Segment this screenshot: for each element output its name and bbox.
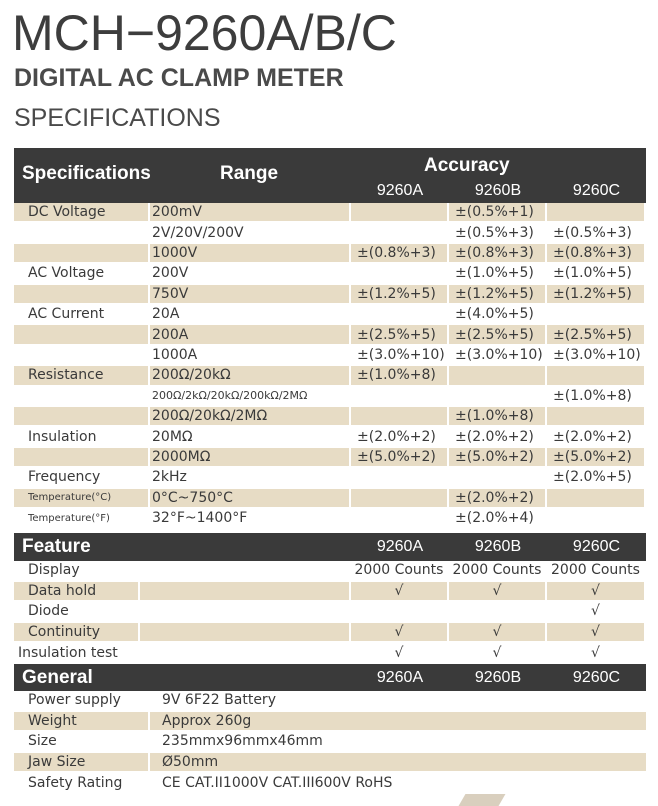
- range-cell: 1000A: [150, 346, 351, 366]
- general-value-cell: Ø50mm: [150, 753, 646, 774]
- general-row: [14, 712, 646, 733]
- general-table-header: [14, 664, 646, 691]
- accuracy-a-cell: ±(2.0%+2): [351, 427, 449, 447]
- accuracy-c-cell: ±(5.0%+2): [547, 448, 644, 468]
- accuracy-b-cell: ±(1.2%+5): [449, 285, 547, 305]
- spec-column-header: Specifications: [22, 163, 151, 184]
- feature-b-cell: 2000 Counts: [449, 561, 547, 582]
- accuracy-a-cell: ±(5.0%+2): [351, 448, 449, 468]
- accuracy-b-cell: ±(0.8%+3): [449, 244, 547, 264]
- feature-row: [14, 561, 646, 582]
- accuracy-b-cell: ±(1.0%+8): [449, 407, 547, 427]
- feature-model-b-header: 9260B: [474, 538, 522, 555]
- feature-name-cell: Data hold: [14, 582, 140, 603]
- accuracy-c-cell: ±(2.5%+5): [547, 325, 644, 345]
- accuracy-b-cell: ±(2.0%+2): [449, 489, 547, 509]
- range-cell: 200V: [150, 264, 351, 284]
- accuracy-b-cell: ±(3.0%+10): [449, 346, 547, 366]
- feature-table-header: [14, 533, 646, 561]
- range-column-header: Range: [220, 163, 279, 184]
- spec-name-cell: [14, 244, 150, 264]
- spec-name-cell: AC Current: [14, 305, 150, 325]
- general-row: [14, 732, 646, 753]
- general-name-cell: Size: [14, 732, 150, 753]
- feature-blank-cell: [140, 643, 351, 664]
- feature-blank-cell: [140, 582, 351, 603]
- accuracy-c-cell: [547, 489, 644, 509]
- accuracy-c-cell: ±(1.0%+5): [547, 264, 644, 284]
- general-value-cell: 9V 6F22 Battery: [150, 691, 646, 712]
- feature-name-cell: Insulation test: [14, 643, 140, 664]
- range-cell: 200mV: [150, 203, 351, 223]
- feature-row: [14, 582, 646, 603]
- accuracy-b-cell: ±(2.5%+5): [449, 325, 547, 345]
- accuracy-a-cell: [351, 264, 449, 284]
- accuracy-a-cell: ±(0.8%+3): [351, 244, 449, 264]
- general-name-cell: Weight: [14, 712, 150, 733]
- general-name-cell: Safety Rating: [14, 773, 150, 794]
- accuracy-b-cell: ±(2.0%+4): [449, 509, 547, 529]
- accuracy-b-cell: ±(1.0%+5): [449, 264, 547, 284]
- feature-b-cell: √: [449, 643, 547, 664]
- feature-a-cell: 2000 Counts: [351, 561, 449, 582]
- accuracy-a-cell: ±(1.0%+8): [351, 366, 449, 386]
- general-value-cell: CE CAT.II1000V CAT.III600V RoHS: [150, 773, 646, 794]
- accuracy-a-cell: ±(1.2%+5): [351, 285, 449, 305]
- range-cell: 200A: [150, 325, 351, 345]
- accuracy-a-cell: ±(3.0%+10): [351, 346, 449, 366]
- accuracy-a-cell: ±(2.5%+5): [351, 325, 449, 345]
- general-value-cell: 235mmx96mmx46mm: [150, 732, 646, 753]
- accuracy-c-cell: [547, 366, 644, 386]
- accuracy-b-cell: ±(0.5%+1): [449, 203, 547, 223]
- accuracy-c-cell: ±(2.0%+2): [547, 427, 644, 447]
- spec-name-cell: [14, 448, 150, 468]
- accuracy-a-cell: [351, 489, 449, 509]
- feature-b-cell: √: [449, 623, 547, 644]
- accuracy-b-cell: ±(5.0%+2): [449, 448, 547, 468]
- feature-row: [14, 643, 646, 664]
- feature-blank-cell: [140, 623, 351, 644]
- spec-name-cell: Temperature(°F): [14, 509, 150, 529]
- accuracy-a-cell: [351, 305, 449, 325]
- spec-row: [14, 305, 646, 325]
- feature-name-cell: Continuity: [14, 623, 140, 644]
- spec-row: [14, 489, 646, 509]
- accuracy-c-cell: ±(1.2%+5): [547, 285, 644, 305]
- range-cell: 200Ω/2kΩ/20kΩ/200kΩ/2MΩ: [150, 387, 351, 407]
- accuracy-b-cell: ±(2.0%+2): [449, 427, 547, 447]
- accuracy-a-cell: [351, 223, 449, 243]
- spec-name-cell: [14, 285, 150, 305]
- range-cell: 2kHz: [150, 468, 351, 488]
- spec-name-cell: Resistance: [14, 366, 150, 386]
- spec-name-cell: [14, 407, 150, 427]
- spec-name-cell: [14, 346, 150, 366]
- feature-a-cell: [351, 602, 449, 623]
- accuracy-c-cell: [547, 203, 644, 223]
- range-cell: 20A: [150, 305, 351, 325]
- range-cell: 2000MΩ: [150, 448, 351, 468]
- feature-c-cell: √: [547, 602, 644, 623]
- accuracy-column-header: Accuracy: [424, 155, 510, 176]
- range-cell: 750V: [150, 285, 351, 305]
- decorative-corner: [459, 794, 506, 806]
- feature-a-cell: √: [351, 623, 449, 644]
- spec-row: [14, 407, 646, 427]
- spec-name-cell: [14, 325, 150, 345]
- general-name-cell: Power supply: [14, 691, 150, 712]
- spec-row: [14, 244, 646, 264]
- product-subtitle: DIGITAL AC CLAMP METER: [14, 64, 344, 92]
- spec-name-cell: AC Voltage: [14, 264, 150, 284]
- accuracy-b-cell: [449, 468, 547, 488]
- model-b-header: 9260B: [474, 182, 522, 199]
- model-c-header: 9260C: [572, 182, 621, 199]
- feature-title: Feature: [22, 536, 91, 557]
- accuracy-b-cell: ±(0.5%+3): [449, 223, 547, 243]
- general-model-a-header: 9260A: [376, 669, 424, 686]
- spec-name-cell: Temperature(°C): [14, 489, 150, 509]
- feature-row: [14, 602, 646, 623]
- feature-c-cell: 2000 Counts: [547, 561, 644, 582]
- spec-row: [14, 448, 646, 468]
- general-value-cell: Approx 260g: [150, 712, 646, 733]
- feature-c-cell: √: [547, 582, 644, 603]
- spec-name-cell: Frequency: [14, 468, 150, 488]
- spec-row: [14, 285, 646, 305]
- model-title: MCH−9260A/B/C: [12, 5, 397, 61]
- general-model-b-header: 9260B: [474, 669, 522, 686]
- range-cell: 32°F~1400°F: [150, 509, 351, 529]
- accuracy-c-cell: [547, 509, 644, 529]
- spec-name-cell: [14, 387, 150, 407]
- general-row: [14, 753, 646, 774]
- accuracy-a-cell: [351, 203, 449, 223]
- feature-b-cell: [449, 602, 547, 623]
- spec-row: [14, 325, 646, 345]
- range-cell: 0°C~750°C: [150, 489, 351, 509]
- range-cell: 20MΩ: [150, 427, 351, 447]
- feature-b-cell: √: [449, 582, 547, 603]
- accuracy-a-cell: [351, 468, 449, 488]
- accuracy-c-cell: ±(0.8%+3): [547, 244, 644, 264]
- spec-row: [14, 468, 646, 488]
- spec-table-header: [14, 148, 646, 203]
- accuracy-a-cell: [351, 387, 449, 407]
- spec-row: [14, 509, 646, 529]
- general-model-c-header: 9260C: [572, 669, 621, 686]
- accuracy-c-cell: [547, 305, 644, 325]
- accuracy-c-cell: [547, 407, 644, 427]
- feature-table-body: [14, 561, 646, 664]
- spec-name-cell: [14, 223, 150, 243]
- spec-name-cell: DC Voltage: [14, 203, 150, 223]
- feature-a-cell: √: [351, 643, 449, 664]
- model-a-header: 9260A: [376, 182, 424, 199]
- feature-name-cell: Diode: [14, 602, 140, 623]
- feature-blank-cell: [140, 561, 351, 582]
- general-row: [14, 773, 646, 794]
- accuracy-c-cell: ±(0.5%+3): [547, 223, 644, 243]
- accuracy-a-cell: [351, 509, 449, 529]
- feature-model-c-header: 9260C: [572, 538, 621, 555]
- accuracy-b-cell: ±(4.0%+5): [449, 305, 547, 325]
- spec-table-body: [14, 203, 646, 530]
- feature-a-cell: √: [351, 582, 449, 603]
- feature-model-a-header: 9260A: [376, 538, 424, 555]
- feature-c-cell: √: [547, 623, 644, 644]
- spec-row: [14, 223, 646, 243]
- range-cell: 2V/20V/200V: [150, 223, 351, 243]
- feature-c-cell: √: [547, 643, 644, 664]
- general-row: [14, 691, 646, 712]
- spec-row: [14, 203, 646, 223]
- spec-row: [14, 427, 646, 447]
- spec-row: [14, 366, 646, 386]
- accuracy-b-cell: [449, 387, 547, 407]
- feature-name-cell: Display: [14, 561, 140, 582]
- accuracy-c-cell: ±(2.0%+5): [547, 468, 644, 488]
- feature-row: [14, 623, 646, 644]
- spec-name-cell: Insulation: [14, 427, 150, 447]
- range-cell: 1000V: [150, 244, 351, 264]
- spec-row: [14, 387, 646, 407]
- spec-row: [14, 346, 646, 366]
- feature-blank-cell: [140, 602, 351, 623]
- accuracy-c-cell: ±(1.0%+8): [547, 387, 644, 407]
- spec-row: [14, 264, 646, 284]
- section-heading: SPECIFICATIONS: [14, 104, 221, 132]
- general-table-body: [14, 691, 646, 794]
- accuracy-a-cell: [351, 407, 449, 427]
- accuracy-b-cell: [449, 366, 547, 386]
- accuracy-c-cell: ±(3.0%+10): [547, 346, 644, 366]
- general-name-cell: Jaw Size: [14, 753, 150, 774]
- range-cell: 200Ω/20kΩ: [150, 366, 351, 386]
- general-title: General: [22, 667, 93, 688]
- range-cell: 200Ω/20kΩ/2MΩ: [150, 407, 351, 427]
